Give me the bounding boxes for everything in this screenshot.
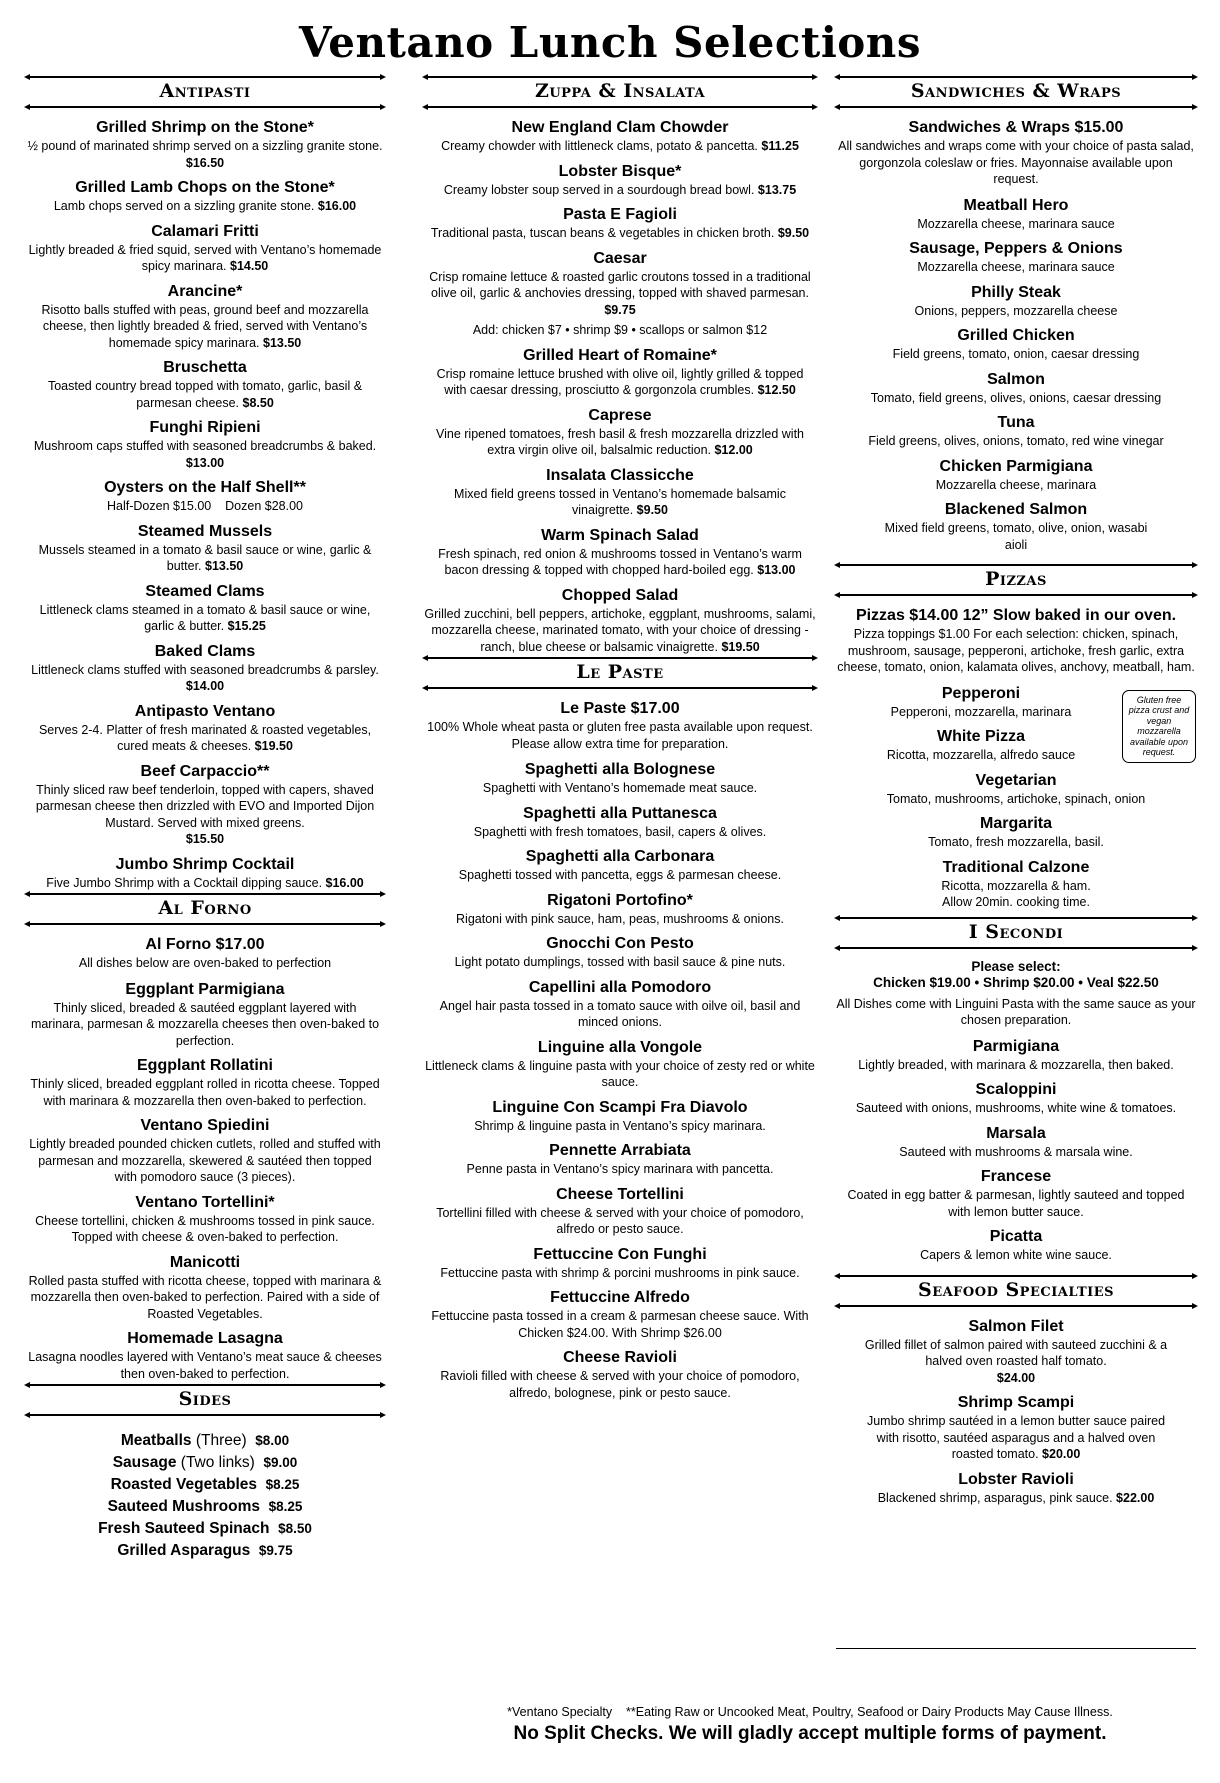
menu-item <box>424 1245 816 1282</box>
section-title: Zuppa & Insalata <box>534 80 706 102</box>
menu-item <box>836 1080 1196 1117</box>
menu-item <box>424 1038 816 1091</box>
item-name: Pennette Arrabiata <box>549 1142 691 1159</box>
section-header-al-forno <box>26 889 384 929</box>
item-desc: Ricotta, mozzarella & ham. Allow 20min. cooking time. <box>941 878 1091 909</box>
intro-desc: All sandwiches and wraps come with your choice of pasta salad, gorgonzola coleslaw or fries. Mayonnaise available upon request. <box>838 139 1194 186</box>
section-header-sides <box>26 1380 384 1420</box>
item-name: Salmon Filet <box>968 1317 1064 1335</box>
item-name: New England Clam Chowder <box>511 119 729 136</box>
secondi-intro <box>836 959 1196 1029</box>
item-desc: Fettuccine pasta with shrimp & porcini mushrooms in pink sauce. <box>440 1265 800 1280</box>
menu-item <box>424 1288 816 1341</box>
sides-list <box>26 1430 384 1562</box>
intro-title: Pizzas $14.00 12” Slow baked in our oven. <box>855 607 1177 624</box>
menu-item <box>424 934 816 971</box>
item-price: $13.50 <box>263 335 302 350</box>
menu-item <box>26 222 384 275</box>
item-name: Traditional Calzone <box>942 858 1090 876</box>
menu-item <box>836 771 1196 808</box>
item-desc: Shrimp & linguine pasta in Ventano’s spicy marinara. <box>474 1118 766 1133</box>
menu-item <box>424 346 816 399</box>
section-title: Le Paste <box>576 661 664 683</box>
le-paste-intro <box>424 699 816 752</box>
section-title: Sandwiches & Wraps <box>910 80 1122 102</box>
menu-item <box>424 526 816 579</box>
item-name: Manicotti <box>169 1253 241 1271</box>
item-desc: Pepperoni, mozzarella, marinara <box>890 704 1072 719</box>
item-name: Gnocchi Con Pesto <box>546 935 694 952</box>
item-name: Salmon <box>987 370 1045 388</box>
section-title: Pizzas <box>985 568 1047 590</box>
item-name: Antipasto Ventano <box>134 702 276 720</box>
item-price: $19.50 <box>254 739 293 753</box>
item-price: $22.00 <box>1116 1490 1155 1505</box>
secondi-prices: Chicken $19.00 • Shrimp $20.00 • Veal $22.50 <box>873 975 1159 990</box>
zuppa-list <box>424 118 816 655</box>
section-header-antipasti <box>26 72 384 112</box>
antipasti-list <box>26 118 384 891</box>
footer-divider <box>836 1648 1196 1649</box>
menu-item <box>424 1098 816 1135</box>
menu-item <box>424 249 816 339</box>
item-desc: Risotto balls stuffed with peas, ground beef and mozzarella cheese, then lightly breaded & fried, served with Ventano’s homemade spicy marinara. <box>41 302 369 350</box>
item-desc: Half-Dozen $15.00 Dozen $28.00 <box>107 499 303 513</box>
footer-payment-note: No Split Checks. We will gladly accept multiple forms of payment. <box>513 1723 1107 1744</box>
item-desc: Lightly breaded pounded chicken cutlets, rolled and stuffed with parmesan and mozzarella, skewered & sautéed then topped with pomodoro sauce (3 pieces). <box>29 1137 381 1184</box>
section-title: Al Forno <box>158 897 252 919</box>
menu-item <box>26 282 384 352</box>
menu-item <box>26 980 384 1050</box>
section-header-zuppa <box>424 72 816 112</box>
item-name: Ventano Tortellini* <box>135 1193 275 1211</box>
intro-desc: All Dishes come with Linguini Pasta with the same sauce as your chosen preparation. <box>836 996 1196 1027</box>
item-name: Chopped Salad <box>561 586 679 604</box>
item-name: Funghi Ripieni <box>149 419 261 436</box>
menu-item <box>26 855 384 892</box>
item-name: Linguine alla Vongole <box>537 1038 703 1056</box>
item-name: Capellini alla Pomodoro <box>528 978 712 996</box>
item-price: $13.00 <box>185 455 225 470</box>
menu-item <box>424 804 816 841</box>
item-desc: Ravioli filled with cheese & served with your choice of pomodoro, alfredo, bolognese, pink or pesto sauce. <box>440 1369 800 1400</box>
al-forno-intro <box>26 935 384 972</box>
item-desc: Tomato, fresh mozzarella, basil. <box>928 835 1104 849</box>
item-desc: Penne pasta in Ventano’s spicy marinara with pancetta. <box>466 1162 774 1176</box>
item-desc: Thinly sliced raw beef tenderloin, topped with capers, shaved parmesan cheese then drizzled with EVO and Imported Dijon Mustard. Served with mixed greens. <box>35 782 375 830</box>
section-header-pizzas <box>836 560 1196 600</box>
item-desc: Spaghetti tossed with pancetta, eggs & parmesan cheese. <box>458 868 782 882</box>
intro-title: Al Forno $17.00 <box>145 936 265 953</box>
item-price: $8.50 <box>242 395 274 410</box>
menu-item <box>424 1348 816 1401</box>
item-name: Philly Steak <box>971 283 1061 301</box>
menu-title: Ventano Lunch Selections <box>299 18 921 67</box>
intro-desc: Pizza toppings $1.00 For each selection: chicken, spinach, mushroom, sausage, pepperoni, artichoke, fresh garlic, extra cheese, tomato, onion, kalamata olives, anchovy, meatball, ham. <box>837 627 1195 674</box>
menu-item <box>26 582 384 635</box>
item-name: Marsala <box>986 1124 1046 1142</box>
item-desc: Spaghetti with Ventano’s homemade meat sauce. <box>482 781 758 795</box>
item-price: $9.50 <box>636 503 668 517</box>
item-name: Linguine Con Scampi Fra Diavolo <box>492 1098 748 1116</box>
item-name: Grilled Shrimp on the Stone* <box>96 119 314 136</box>
item-name: Eggplant Parmigiana <box>125 980 285 998</box>
menu-item <box>26 702 384 755</box>
item-desc: Sauteed with mushrooms & marsala wine. <box>899 1144 1133 1159</box>
item-desc: Tomato, mushrooms, artichoke, spinach, onion <box>886 791 1146 806</box>
menu-item <box>836 370 1196 407</box>
menu-item <box>836 1037 1196 1074</box>
menu-item <box>836 1124 1196 1161</box>
al-forno-list <box>26 980 384 1383</box>
menu-item <box>836 858 1196 911</box>
column-right <box>836 72 1196 1513</box>
item-name: Rigatoni Portofino* <box>547 891 693 909</box>
item-desc: Grilled fillet of salmon paired with sauteed zucchini & a halved oven roasted half tomato. <box>864 1337 1168 1368</box>
item-name: Eggplant Rollatini <box>137 1057 273 1074</box>
menu-item <box>26 478 384 515</box>
secondi-select: Please select: <box>971 958 1061 974</box>
item-name: Spaghetti alla Carbonara <box>525 848 715 865</box>
menu-item <box>424 978 816 1031</box>
item-desc: Mussels steamed in a tomato & basil sauce or wine, garlic & butter. <box>38 542 372 573</box>
menu-item <box>26 1116 384 1186</box>
item-price: $11.25 <box>761 139 799 153</box>
intro-title: Le Paste $17.00 <box>560 700 680 717</box>
item-price: $16.50 <box>185 155 225 170</box>
section-header-le-paste <box>424 653 816 693</box>
menu-item <box>836 196 1196 233</box>
item-desc: Thinly sliced, breaded eggplant rolled in ricotta cheese. Topped with marinara & mozzarella then oven-baked to perfection. <box>30 1077 380 1108</box>
item-name: Margarita <box>979 815 1053 832</box>
item-desc: Ricotta, mozzarella, alfredo sauce <box>886 748 1076 762</box>
item-name: Insalata Classicche <box>546 466 694 484</box>
item-desc: Coated in egg batter & parmesan, lightly sauteed and topped with lemon butter sauce. <box>847 1188 1185 1219</box>
item-desc: Light potato dumplings, tossed with basil sauce & pine nuts. <box>454 955 786 969</box>
menu-item <box>424 760 816 797</box>
item-price: $12.50 <box>757 383 796 397</box>
item-desc: Tomato, field greens, olives, onions, caesar dressing <box>870 390 1162 405</box>
item-name: Cheese Ravioli <box>563 1349 677 1366</box>
footer-note: *Ventano Specialty **Eating Raw or Uncooked Meat, Poultry, Seafood or Dairy Products May Cause Illness. <box>507 1705 1113 1719</box>
item-name: Grilled Chicken <box>957 327 1075 344</box>
item-desc: Blackened shrimp, asparagus, pink sauce. <box>877 1490 1113 1505</box>
item-name: Vegetarian <box>975 771 1057 789</box>
item-desc: Creamy lobster soup served in a sourdough bread bowl. <box>443 182 755 197</box>
item-desc: Littleneck clams steamed in a tomato & basil sauce or wine, garlic & butter. <box>39 602 371 633</box>
menu-item <box>836 1470 1196 1507</box>
item-desc: Sauteed with onions, mushrooms, white wine & tomatoes. <box>855 1101 1177 1115</box>
menu-item <box>836 457 1196 494</box>
item-price: $12.00 <box>714 443 753 457</box>
item-desc: Mushroom caps stuffed with seasoned breadcrumbs & baked. <box>33 439 377 453</box>
pizzas-intro <box>836 606 1196 676</box>
item-name: Spaghetti alla Puttanesca <box>523 804 717 822</box>
item-desc: Field greens, tomato, onion, caesar dressing <box>892 347 1140 361</box>
side-item: Meatballs (Three) $8.00 <box>120 1432 290 1449</box>
menu-item <box>836 239 1196 276</box>
section-header-seafood <box>836 1271 1196 1311</box>
gluten-free-note: Gluten free pizza crust and vegan mozzarella available upon request. <box>1122 690 1196 763</box>
item-desc: Lamb chops served on a sizzling granite stone. <box>53 199 315 213</box>
menu-item <box>26 1056 384 1109</box>
item-name: Picatta <box>989 1228 1043 1245</box>
menu-item <box>836 326 1196 363</box>
item-name: White Pizza <box>936 728 1025 745</box>
item-price: $9.75 <box>604 302 636 317</box>
item-desc: Creamy chowder with littleneck clams, potato & pancetta. <box>441 139 758 153</box>
item-name: Shrimp Scampi <box>957 1394 1075 1411</box>
side-item: Roasted Vegetables $8.25 <box>110 1476 300 1493</box>
item-desc: Tortellini filled with cheese & served with your choice of pomodoro, alfredo or pesto sauce. <box>436 1205 804 1236</box>
section-header-secondi <box>836 913 1196 953</box>
item-name: Chicken Parmigiana <box>939 457 1093 475</box>
menu-item <box>836 1227 1196 1264</box>
menu-item <box>836 283 1196 320</box>
item-desc: Lightly breaded & fried squid, served with Ventano’s homemade spicy marinara. <box>28 242 382 273</box>
intro-desc: All dishes below are oven-baked to perfection <box>78 956 332 970</box>
menu-item <box>424 466 816 519</box>
item-name: Pepperoni <box>941 684 1021 702</box>
menu-item <box>26 522 384 575</box>
menu-item <box>424 1185 816 1238</box>
item-price: $20.00 <box>1042 1447 1081 1461</box>
seafood-list <box>836 1317 1196 1507</box>
item-price: $13.00 <box>757 563 796 577</box>
section-title: I Secondi <box>968 920 1064 943</box>
menu-item <box>424 162 816 199</box>
menu-item <box>836 413 1196 450</box>
menu-item <box>836 1167 1196 1220</box>
menu-item <box>26 1193 384 1246</box>
item-name: Fettuccine Alfredo <box>550 1289 690 1306</box>
item-desc: Grilled zucchini, bell peppers, artichoke, eggplant, mushrooms, salami, mozzarella cheese, marinated tomato, with your choice of dressing - ranch, blue cheese or balsamic vinaigrette. <box>424 606 816 654</box>
section-title: Antipasti <box>159 80 251 102</box>
item-name: Caprese <box>588 406 652 424</box>
item-desc: Mozzarella cheese, marinara sauce <box>917 260 1115 274</box>
item-name: Steamed Clams <box>145 582 265 600</box>
item-name: Homemade Lasagna <box>127 1330 283 1347</box>
item-name: Fettuccine Con Funghi <box>533 1245 707 1263</box>
side-item: Sauteed Mushrooms $8.25 <box>107 1498 303 1515</box>
menu-item <box>836 500 1196 553</box>
menu-item <box>26 762 384 848</box>
item-name: Sausage, Peppers & Onions <box>909 240 1123 257</box>
item-desc: Rolled pasta stuffed with ricotta cheese, topped with marinara & mozzarella then oven-baked to perfection. Paired with a side of Roasted Vegetables. <box>28 1273 382 1321</box>
menu-item <box>836 814 1196 851</box>
item-desc: Vine ripened tomatoes, fresh basil & fresh mozzarella drizzled with extra virgin olive oil, balsalmic reduction. <box>436 426 804 457</box>
item-price: $14.00 <box>185 679 225 693</box>
item-price: $15.25 <box>227 619 266 633</box>
sandwiches-intro <box>836 118 1196 188</box>
item-price: $19.50 <box>721 639 760 654</box>
item-desc: Thinly sliced, breaded & sautéed eggplant layered with marinara, parmesan & mozzarella cheeses then oven-baked to perfection. <box>30 1000 380 1048</box>
item-desc: Fettuccine pasta tossed in a cream & parmesan cheese sauce. With Chicken $24.00. With Shrimp $26.00 <box>431 1309 809 1340</box>
item-name: Oysters on the Half Shell** <box>104 479 306 496</box>
item-desc: Lasagna noodles layered with Ventano’s meat sauce & cheeses then oven-baked to perfection. <box>28 1350 382 1381</box>
item-desc: Littleneck clams & linguine pasta with your choice of zesty red or white sauce. <box>425 1058 815 1089</box>
intro-desc: 100% Whole wheat pasta or gluten free pasta available upon request. Please allow extra time for preparation. <box>427 720 813 751</box>
item-name: Ventano Spiedini <box>140 1117 270 1134</box>
menu-item <box>424 205 816 242</box>
item-name: Cheese Tortellini <box>556 1185 684 1203</box>
item-name: Warm Spinach Salad <box>541 526 699 544</box>
menu-item <box>26 178 384 215</box>
side-item: Grilled Asparagus $9.75 <box>117 1542 293 1559</box>
item-name: Lobster Bisque* <box>558 162 682 180</box>
item-desc: Angel hair pasta tossed in a tomato sauce with oilve oil, basil and minced onions. <box>439 998 801 1029</box>
menu-item <box>424 406 816 459</box>
item-desc: Cheese tortellini, chicken & mushrooms tossed in pink sauce. Topped with cheese & oven-baked to perfection. <box>35 1213 375 1244</box>
item-price: $13.50 <box>205 559 244 573</box>
item-desc: ½ pound of marinated shrimp served on a sizzling granite stone. <box>27 139 383 153</box>
section-title: Seafood Specialties <box>917 1278 1115 1301</box>
menu-item <box>26 118 384 171</box>
item-desc: Mixed field greens tossed in Ventano’s homemade balsamic vinaigrette. <box>454 486 786 517</box>
item-name: Beef Carpaccio** <box>140 762 270 780</box>
menu-item <box>26 1253 384 1323</box>
item-name: Francese <box>980 1168 1052 1185</box>
item-name: Caesar <box>593 249 647 267</box>
item-desc: Spaghetti with fresh tomatoes, basil, capers & olives. <box>473 824 767 839</box>
sandwiches-list <box>836 196 1196 554</box>
item-name: Calamari Fritti <box>151 222 259 240</box>
menu-item <box>424 586 816 656</box>
secondi-list <box>836 1037 1196 1264</box>
item-desc: Field greens, olives, onions, tomato, red wine vinegar <box>868 434 1164 448</box>
item-desc: Jumbo shrimp sautéed in a lemon butter sauce paired with risotto, sautéed asparagus and a halved oven roasted tomato. <box>866 1414 1166 1461</box>
item-name: Spaghetti alla Bolognese <box>524 761 716 778</box>
menu-item <box>424 118 816 155</box>
item-price: $9.50 <box>777 226 810 240</box>
item-desc: Serves 2-4. Platter of fresh marinated & roasted vegetables, cured meats & cheeses. <box>38 722 372 753</box>
item-price: $16.00 <box>317 199 357 213</box>
item-desc: Five Jumbo Shrimp with a Cocktail dipping sauce. <box>46 875 323 890</box>
item-name: Lobster Ravioli <box>958 1470 1074 1488</box>
menu-item <box>424 847 816 884</box>
section-header-sandwiches <box>836 72 1196 112</box>
item-desc: Fresh spinach, red onion & mushrooms tossed in Ventano’s warm bacon dressing & topped with chopped hard-boiled egg. <box>438 546 802 577</box>
item-desc: Mixed field greens, tomato, olive, onion, wasabi aioli <box>884 521 1148 552</box>
item-price: $14.50 <box>230 259 269 273</box>
item-name: Arancine* <box>167 282 243 300</box>
menu-item <box>424 1141 816 1178</box>
item-name: Meatball Hero <box>963 196 1069 214</box>
intro-title: Sandwiches & Wraps $15.00 <box>908 119 1124 136</box>
item-desc: Capers & lemon white wine sauce. <box>920 1248 1112 1262</box>
item-desc: Crisp romaine lettuce brushed with olive oil, lightly grilled & topped with caesar dressing, prosciutto & gorgonzola crumbles. <box>436 366 804 397</box>
item-name: Grilled Lamb Chops on the Stone* <box>75 179 335 196</box>
item-desc: Mozzarella cheese, marinara sauce <box>917 216 1115 231</box>
menu-item <box>836 1317 1196 1387</box>
menu-item <box>424 891 816 928</box>
item-price: $16.00 <box>325 875 364 890</box>
item-price: $24.00 <box>996 1370 1036 1385</box>
menu-item <box>26 418 384 471</box>
column-middle <box>424 72 816 1408</box>
item-desc: Littleneck clams stuffed with seasoned breadcrumbs & parsley. <box>31 662 379 677</box>
item-name: Jumbo Shrimp Cocktail <box>115 855 295 873</box>
item-price: $13.75 <box>757 182 797 197</box>
menu-item <box>26 358 384 411</box>
menu-item <box>836 1393 1196 1463</box>
menu-item <box>26 1329 384 1382</box>
item-desc: Toasted country bread topped with tomato, garlic, basil & parmesan cheese. <box>47 379 363 410</box>
item-desc: Mozzarella cheese, marinara <box>935 477 1097 492</box>
item-name: Blackened Salmon <box>944 501 1088 518</box>
item-name: Parmigiana <box>972 1037 1060 1055</box>
item-desc: Lightly breaded, with marinara & mozzarella, then baked. <box>858 1057 1174 1072</box>
side-item: Sausage (Two links) $9.00 <box>112 1454 298 1471</box>
item-desc: Rigatoni with pink sauce, ham, peas, mushrooms & onions. <box>456 911 784 926</box>
item-name: Grilled Heart of Romaine* <box>523 346 717 364</box>
column-left <box>26 72 384 1562</box>
item-name: Scaloppini <box>975 1081 1057 1098</box>
section-title: Sides <box>178 1388 232 1410</box>
item-name: Bruschetta <box>163 359 247 376</box>
item-desc: Crisp romaine lettuce & roasted garlic croutons tossed in a traditional olive oil, garlic & anchovies dressing, topped with shaved parmesan. <box>429 269 811 300</box>
item-desc: Traditional pasta, tuscan beans & vegetables in chicken broth. <box>430 226 775 240</box>
item-name: Baked Clams <box>154 642 256 660</box>
item-name: Steamed Mussels <box>137 522 273 540</box>
item-name: Tuna <box>997 414 1035 431</box>
item-name: Pasta E Fagioli <box>563 206 677 223</box>
item-desc: Onions, peppers, mozzarella cheese <box>914 303 1118 318</box>
item-addons: Add: chicken $7 • shrimp $9 • scallops or salmon $12 <box>472 323 768 337</box>
side-item: Fresh Sauteed Spinach $8.50 <box>98 1520 312 1537</box>
menu-item <box>26 642 384 695</box>
item-price: $15.50 <box>185 832 225 846</box>
le-paste-list <box>424 760 816 1401</box>
pizzas-list <box>836 684 1196 911</box>
